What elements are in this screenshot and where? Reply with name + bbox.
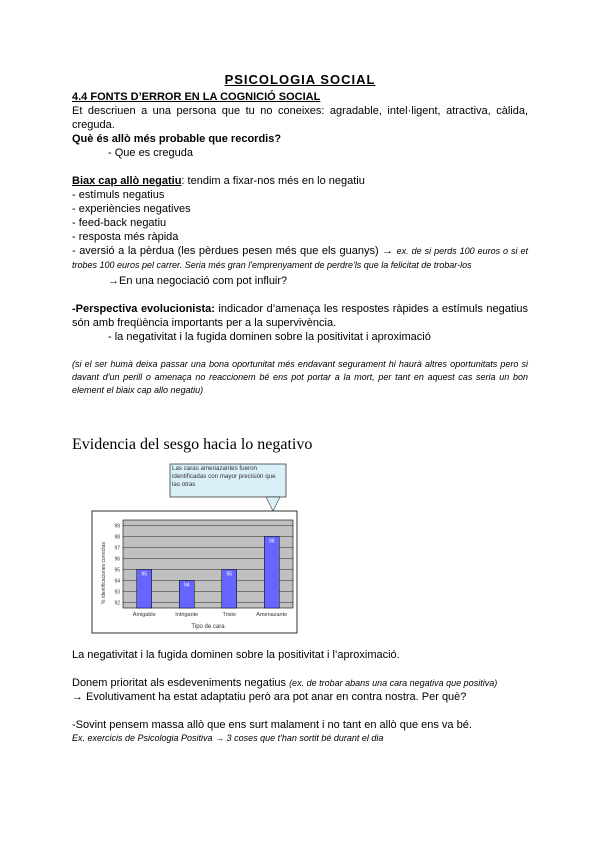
y-tick-label: 92 bbox=[114, 600, 120, 607]
bias-item: - experiències negatives bbox=[72, 203, 191, 215]
chart-title: Evidencia del sesgo hacia lo negativo bbox=[72, 436, 313, 453]
y-tick-label: 98 bbox=[114, 534, 120, 541]
intro-question: Què és allò més probable que recordis? bbox=[72, 133, 282, 145]
bar-amenazante bbox=[264, 537, 279, 609]
evolution-point: - la negativitat i la fugida dominen sobre la positivitat i aproximació bbox=[108, 331, 431, 343]
evolution-text: indicador d’amenaça les respostes ràpides a estímuls negatius són amb freqüència importants per a la supervivència. bbox=[72, 303, 528, 329]
bias-item: - resposta més ràpida bbox=[72, 231, 179, 243]
negotiation-question: →En una negociació com pot influir? bbox=[108, 275, 288, 287]
bias-heading-rest: : tendim a fixar-nos més en lo negatiu bbox=[181, 175, 365, 187]
conclusion-often: -Sovint pensem massa allò que ens surt malament i no tant en allò que ens va bé. bbox=[72, 719, 472, 731]
priority-text: Donem prioritat als esdeveniments negatius bbox=[72, 677, 290, 689]
conclusion-priority bbox=[72, 676, 528, 690]
x-axis-label: Tipo de cara bbox=[191, 624, 225, 630]
conclusion-evolution: → Evolutivament ha estat adaptatiu però ara pot anar en contra nostra. Per què? bbox=[72, 691, 467, 703]
bias-item: - feed-back negatiu bbox=[72, 217, 167, 229]
bar-value-label: 94 bbox=[183, 582, 190, 589]
bar-value-label: 98 bbox=[268, 538, 275, 545]
y-tick-label: 95 bbox=[114, 567, 120, 574]
loss-example: ex. de si perds 100 euros o si et trobes 100 euros pel carrer. Seria més gran l'emprenyament de perdre'ls que la felicitat de trobar-los bbox=[72, 246, 529, 270]
x-tick-label: Triste bbox=[222, 612, 237, 618]
evolution-heading: -Perspectiva evolucionista: bbox=[72, 303, 215, 315]
intro-answer: - Que es creguda bbox=[108, 147, 193, 159]
priority-example: (ex. de trobar abans una cara negativa que positiva) bbox=[289, 678, 498, 688]
y-tick-label: 96 bbox=[114, 556, 120, 563]
loss-text: - aversió a la pèrdua (les pèrdues pesen més que els guanys) → bbox=[72, 245, 397, 257]
y-tick-label: 93 bbox=[114, 589, 120, 596]
x-tick-label: Amenazante bbox=[256, 612, 288, 618]
bar-value-label: 95 bbox=[141, 571, 148, 578]
callout-arrow bbox=[266, 497, 280, 511]
x-tick-label: Intrigante bbox=[175, 612, 199, 618]
bias-item: - estímuls negatius bbox=[72, 189, 165, 201]
intro-text: Et descriuen a una persona que tu no coneixes: agradable, intel·ligent, atractiva, càlida, creguda. bbox=[72, 105, 528, 131]
bar-value-label: 95 bbox=[226, 571, 233, 578]
callout-text: Las caras amenazantes fueron identificadas con mayor precisión que las otras bbox=[172, 465, 276, 488]
y-tick-label: 94 bbox=[114, 578, 120, 585]
conclusion-line: La negativitat i la fugida dominen sobre la positivitat i l’aproximació. bbox=[72, 649, 400, 661]
conclusion-example: Ex. exercicis de Psicologia Positiva → 3 coses que t'han sortit bé durant el dia bbox=[72, 733, 384, 743]
conclusion-block bbox=[72, 648, 528, 745]
evolution-note: (si el ser humà deixa passar una bona oportunitat més endavant segurament hi haurà altres oportunitats pero si davant d'un perill o amenaça no reaccionem bé ens pot portar a la mort, per tant en aquest cas seria un bon element el biaix cap allo negatiu) bbox=[72, 359, 528, 395]
y-tick-label: 97 bbox=[114, 545, 120, 552]
x-tick-label: Amigable bbox=[132, 612, 156, 618]
page-title: PSICOLOGIA SOCIAL bbox=[224, 72, 376, 87]
y-axis-label: % identificaciones correctas bbox=[101, 542, 107, 604]
section-heading: 4.4 FONTS D’ERROR EN LA COGNICIÓ SOCIAL bbox=[72, 91, 321, 103]
y-tick-label: 99 bbox=[114, 523, 120, 530]
bias-heading: Biax cap allò negatiu bbox=[72, 175, 182, 187]
